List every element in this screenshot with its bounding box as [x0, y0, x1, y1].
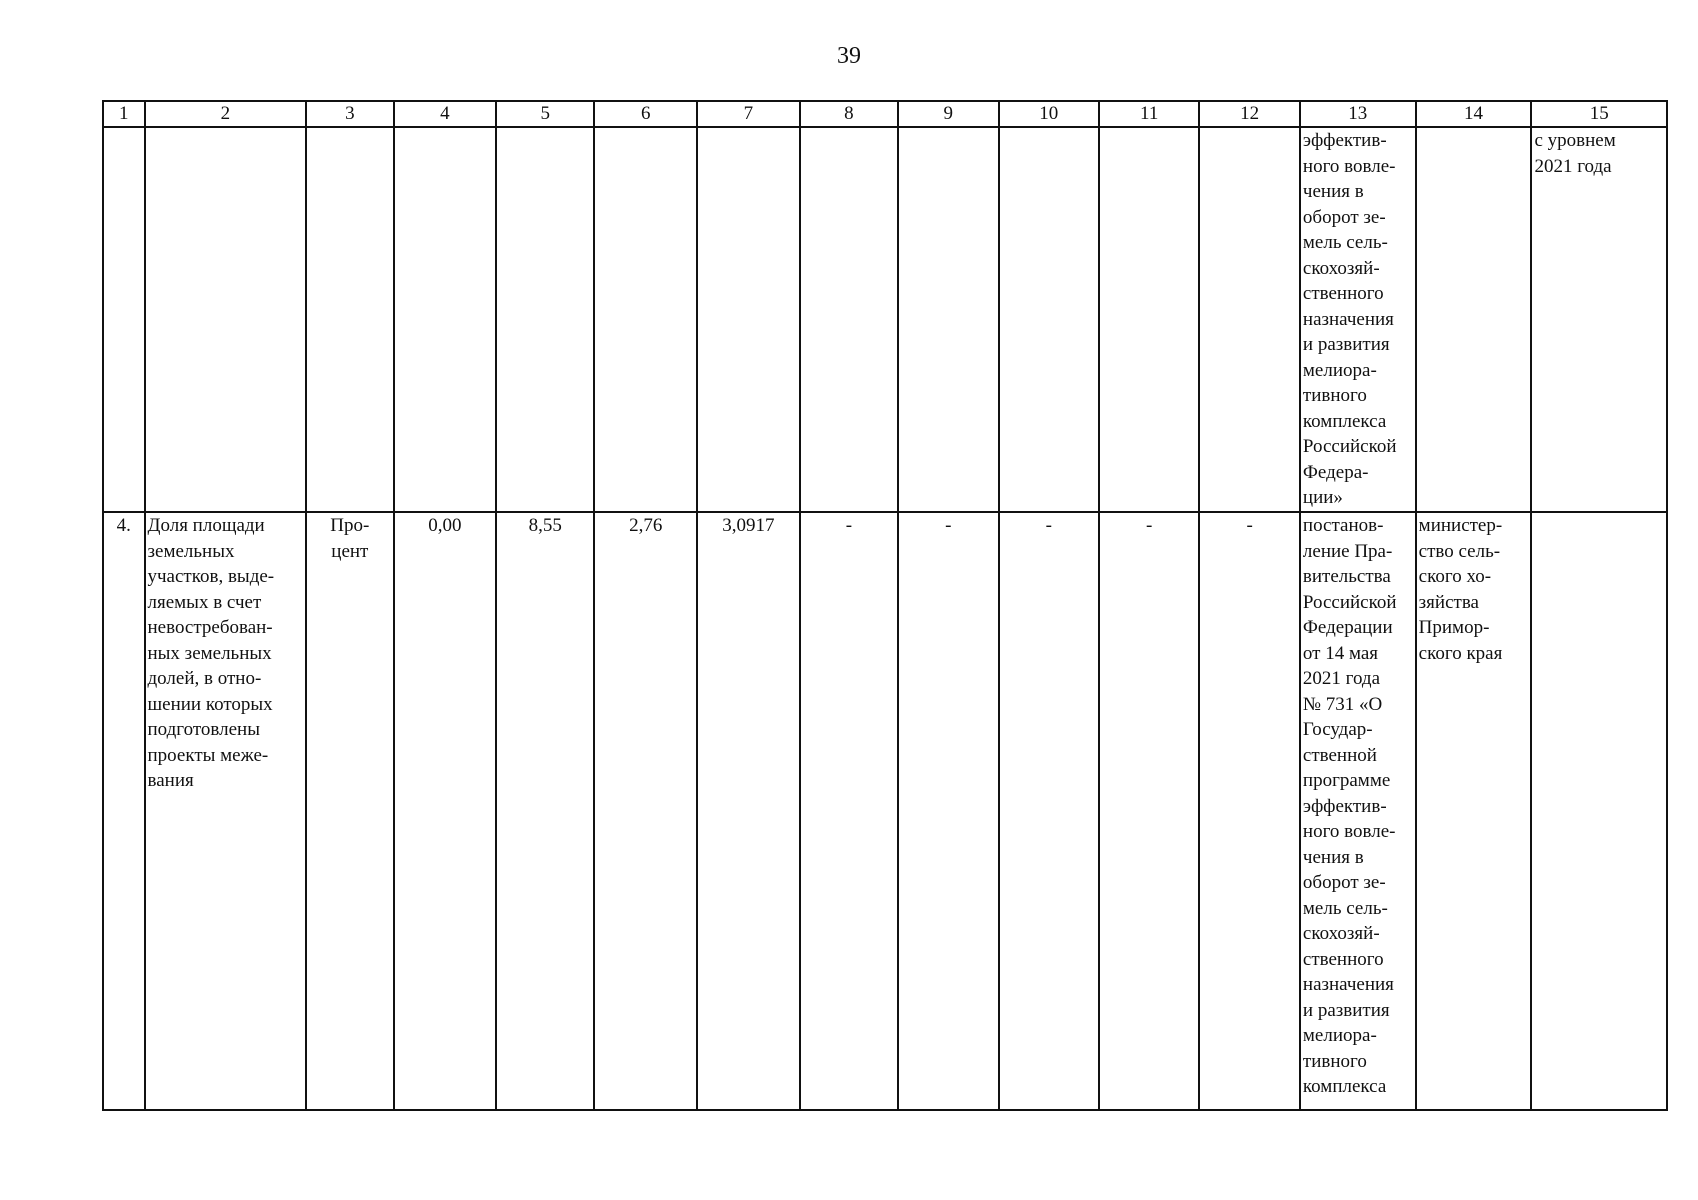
value-cell: -	[1199, 512, 1299, 1110]
table-row	[103, 512, 1667, 1110]
value-cell	[898, 127, 998, 512]
value-cell: -	[800, 512, 898, 1110]
indicator-name-cell	[145, 127, 307, 512]
value-cell	[697, 127, 800, 512]
value-cell: -	[1099, 512, 1199, 1110]
unit-cell	[306, 127, 393, 512]
document-reference-cell: эффектив- ного вовле- чения в оборот зе- мель сель- скохозяй- ственного назначения и развития мелиора- тивного комплекса Российской Федера- ции»	[1300, 127, 1416, 512]
value-cell	[496, 127, 594, 512]
value-cell	[1199, 127, 1299, 512]
header-cell: 2	[145, 101, 307, 127]
header-cell: 3	[306, 101, 393, 127]
header-cell: 15	[1531, 101, 1667, 127]
header-cell: 6	[594, 101, 697, 127]
value-cell: -	[999, 512, 1099, 1110]
header-cell: 7	[697, 101, 800, 127]
responsible-cell: министер- ство сель- ского хо- зяйства Примор- ского края	[1416, 512, 1532, 1110]
note-cell: с уровнем 2021 года	[1531, 127, 1667, 512]
row-number-cell	[103, 127, 145, 512]
header-cell: 9	[898, 101, 998, 127]
responsible-cell	[1416, 127, 1532, 512]
value-cell: 3,0917	[697, 512, 800, 1110]
document-reference-cell: постанов- ление Пра- вительства Российской Федерации от 14 мая 2021 года № 731 «О Государ- ственной программе эффектив- ного вовле- чения в оборот зе- мель сель- скохозяй- ственного назначения и развития мелиора- тивного комплекса	[1300, 512, 1416, 1110]
value-cell	[800, 127, 898, 512]
indicators-table	[102, 100, 1668, 1111]
table-header-row	[103, 101, 1667, 127]
header-cell: 8	[800, 101, 898, 127]
value-cell: 0,00	[394, 512, 497, 1110]
header-cell: 12	[1199, 101, 1299, 127]
unit-cell: Про- цент	[306, 512, 393, 1110]
indicator-name-cell: Доля площади земельных участков, выде- ляемых в счет невостребован- ных земельных долей, в отно- шении которых подготовлены проекты меже- вания	[145, 512, 307, 1110]
value-cell: 8,55	[496, 512, 594, 1110]
value-cell	[594, 127, 697, 512]
header-cell: 14	[1416, 101, 1532, 127]
page-number: 39	[837, 43, 861, 69]
note-cell	[1531, 512, 1667, 1110]
row-number-cell: 4.	[103, 512, 145, 1110]
header-cell: 1	[103, 101, 145, 127]
table-row	[103, 127, 1667, 512]
header-cell: 11	[1099, 101, 1199, 127]
header-cell: 4	[394, 101, 497, 127]
value-cell: -	[898, 512, 998, 1110]
header-cell: 13	[1300, 101, 1416, 127]
value-cell	[1099, 127, 1199, 512]
header-cell: 10	[999, 101, 1099, 127]
value-cell	[999, 127, 1099, 512]
value-cell	[394, 127, 497, 512]
value-cell: 2,76	[594, 512, 697, 1110]
header-cell: 5	[496, 101, 594, 127]
